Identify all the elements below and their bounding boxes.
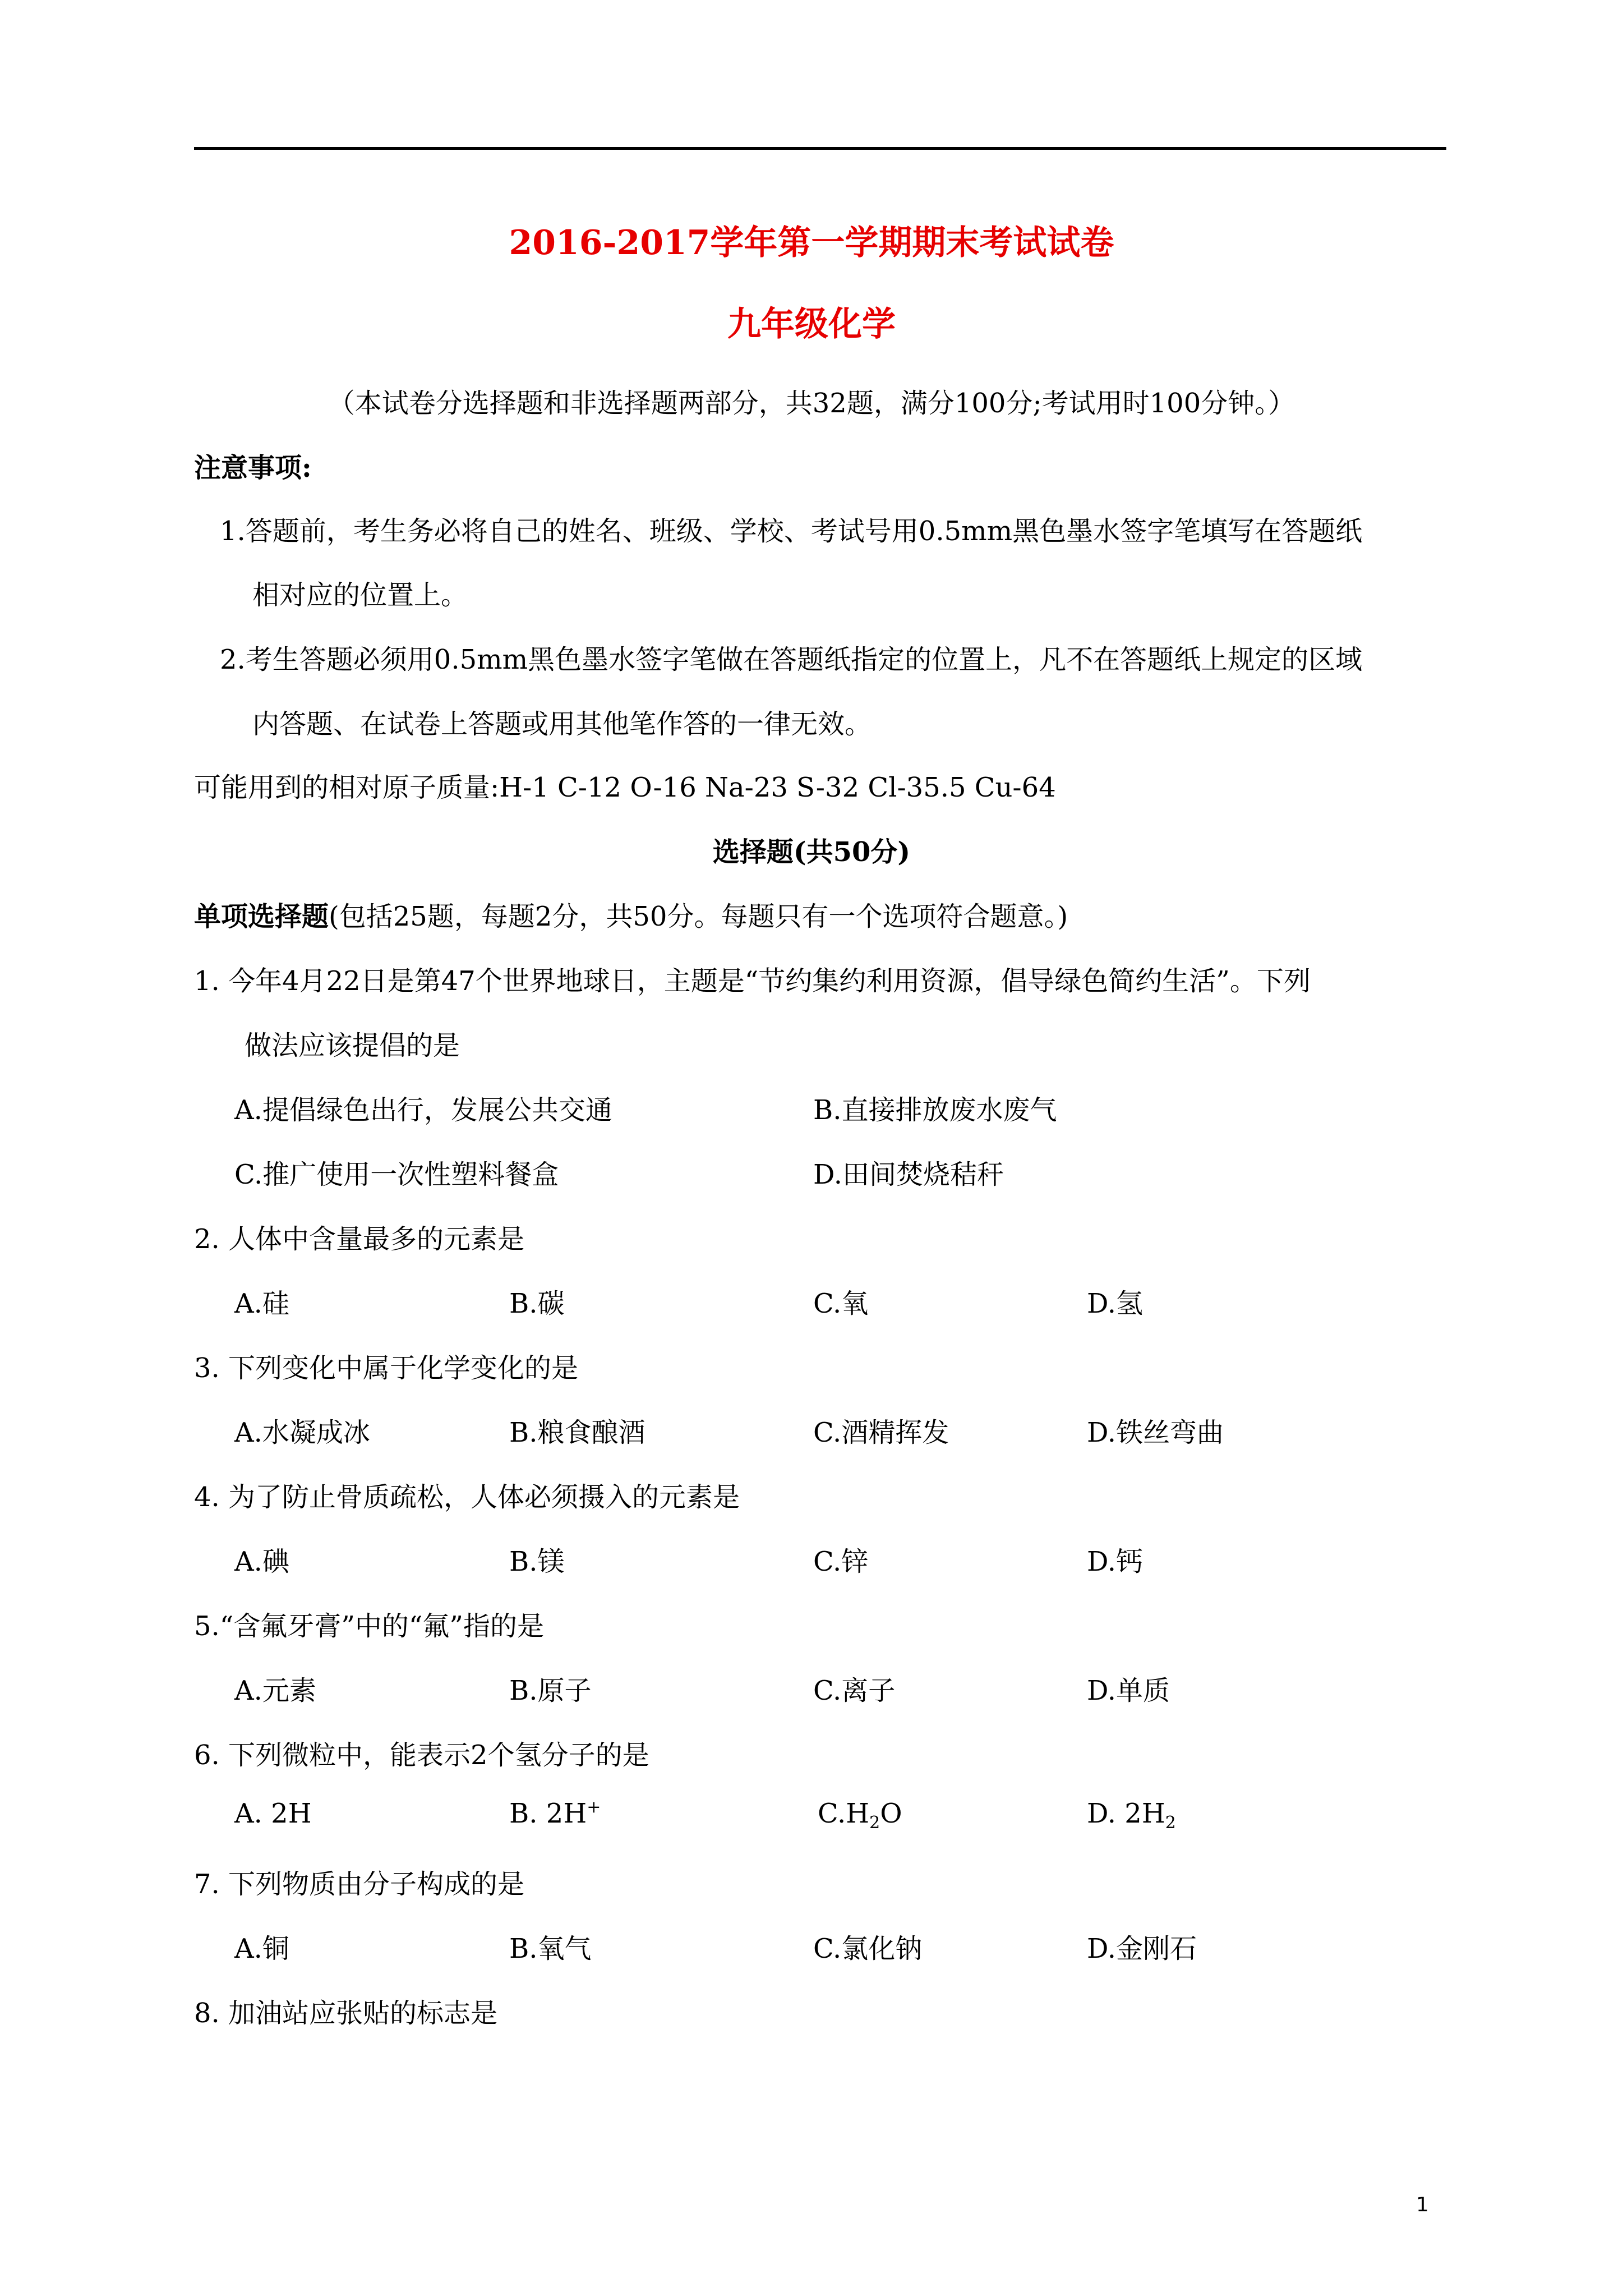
question-3-option-c: C.酒精挥发 [813, 1417, 949, 1448]
question-1-option-a: A.提倡绿色出行，发展公共交通 [234, 1094, 612, 1126]
notice-heading: 注意事项: [194, 452, 312, 484]
question-7-option-b: B.氧气 [509, 1933, 592, 1964]
question-7-option-d: D.金刚石 [1087, 1933, 1197, 1964]
option-b-base: B. 2H [509, 1798, 587, 1829]
question-1-line-1: 1. 今年4月22日是第47个世界地球日，主题是“节约集约利用资源，倡导绿色简约生活”。下列 [194, 965, 1311, 997]
option-d-base: D. 2H [1087, 1798, 1165, 1829]
question-4-stem: 4. 为了防止骨质疏松，人体必须摄入的元素是 [194, 1481, 740, 1513]
question-6-option-d [1087, 1798, 1176, 1833]
question-3-stem: 3. 下列变化中属于化学变化的是 [194, 1352, 579, 1384]
question-5-option-b: B.原子 [509, 1675, 592, 1706]
question-5-option-c: C.离子 [813, 1675, 896, 1706]
notice-item-1-line-1: 1.答题前，考生务必将自己的姓名、班级、学校、考试号用0.5mm黑色墨水签字笔填写在答题纸 [220, 516, 1363, 547]
question-4-option-c: C.锌 [813, 1546, 869, 1577]
atomic-masses: 可能用到的相对原子质量:H-1 C-12 O-16 Na-23 S-32 Cl-35.5 Cu-64 [194, 772, 1056, 803]
exam-subtitle: 九年级化学 [727, 305, 896, 344]
question-6-option-a: A. 2H [234, 1798, 312, 1829]
section-intro [194, 895, 1068, 933]
question-1-option-d: D.田间焚烧秸秆 [813, 1159, 1004, 1190]
question-3-option-a: A.水凝成冰 [234, 1417, 370, 1448]
option-c-subscript: 2 [869, 1813, 880, 1833]
question-4-option-a: A.碘 [234, 1546, 289, 1577]
header-rule [194, 147, 1446, 150]
question-2-option-c: C.氧 [813, 1288, 869, 1319]
question-2-option-b: B.碳 [509, 1288, 565, 1319]
section-title: 选择题(共50分) [712, 836, 911, 868]
notice-item-2-line-2: 内答题、在试卷上答题或用其他笔作答的一律无效。 [252, 708, 872, 740]
question-7-stem: 7. 下列物质由分子构成的是 [194, 1869, 525, 1900]
question-6-stem: 6. 下列微粒中，能表示2个氢分子的是 [194, 1740, 649, 1771]
question-5-option-d: D.单质 [1087, 1675, 1170, 1706]
question-4-option-b: B.镁 [509, 1546, 565, 1577]
question-4-option-d: D.钙 [1087, 1546, 1144, 1577]
question-2-option-d: D.氢 [1087, 1288, 1144, 1319]
question-5-stem: 5.“含氟牙膏”中的“氟”指的是 [194, 1611, 544, 1642]
exam-title: 2016-2017学年第一学期期末考试试卷 [509, 223, 1114, 263]
question-2-stem: 2. 人体中含量最多的元素是 [194, 1223, 525, 1255]
question-3-option-d: D.铁丝弯曲 [1087, 1417, 1224, 1448]
question-3-option-b: B.粮食酿酒 [509, 1417, 645, 1448]
question-7-option-a: A.铜 [234, 1933, 289, 1964]
question-7-option-c: C.氯化钠 [813, 1933, 923, 1964]
notice-item-2-line-1: 2.考生答题必须用0.5mm黑色墨水签字笔做在答题纸指定的位置上，凡不在答题纸上规定的区域 [220, 644, 1363, 675]
option-b-charge: + [587, 1797, 601, 1817]
question-8-stem: 8. 加油站应张贴的标志是 [194, 1998, 498, 2029]
exam-intro: （本试卷分选择题和非选择题两部分，共32题，满分100分;考试用时100分钟。） [328, 388, 1295, 419]
page-number: 1 [1416, 2193, 1429, 2216]
section-intro-label: 单项选择题 [194, 901, 329, 932]
notice-item-1-line-2: 相对应的位置上。 [252, 579, 468, 611]
question-6-option-b [509, 1798, 601, 1829]
section-intro-text: (包括25题，每题2分，共50分。每题只有一个选项符合题意。) [329, 901, 1068, 932]
option-c-tail: O [880, 1798, 902, 1829]
question-1-option-c: C.推广使用一次性塑料餐盒 [234, 1159, 559, 1190]
question-5-option-a: A.元素 [234, 1675, 316, 1706]
question-1-line-2: 做法应该提倡的是 [245, 1030, 460, 1061]
option-c-base: C.H [818, 1798, 870, 1829]
question-6-option-c [818, 1798, 902, 1833]
option-d-subscript: 2 [1165, 1813, 1176, 1833]
question-1-option-b: B.直接排放废水废气 [813, 1094, 1057, 1126]
question-2-option-a: A.硅 [234, 1288, 289, 1319]
